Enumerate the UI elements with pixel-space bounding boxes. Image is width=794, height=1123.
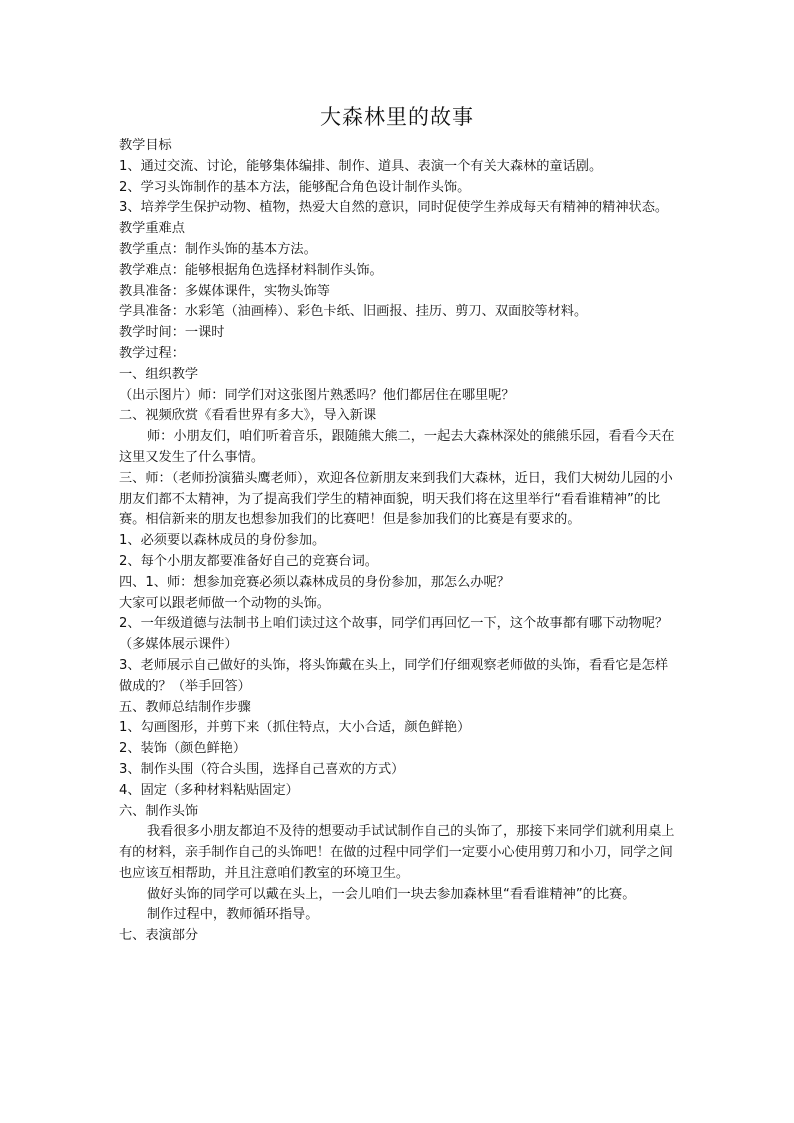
objective-1: 1、通过交流、讨论，能够集体编排、制作、道具、表演一个有关大森林的童话剧。 xyxy=(119,158,603,174)
teaching-aids: 教具准备：多媒体课件，实物头饰等 xyxy=(119,283,330,299)
step-paragraph: 大家可以跟老师做一个动物的头饰。 xyxy=(119,595,330,611)
list-item: 4、固定（多种材料粘贴固定） xyxy=(119,782,299,798)
step-heading: 四、1、师：想参加竞赛必须以森林成员的身份参加，那怎么办呢？ xyxy=(119,574,510,590)
list-item: 1、勾画图形，并剪下来（抓住特点，大小合适，颜色鲜艳） xyxy=(119,720,471,736)
key-point: 教学重点：制作头饰的基本方法。 xyxy=(119,241,317,257)
step-paragraph: 师：小朋友们，咱们听着音乐，跟随熊大熊二，一起去大森林深处的熊熊乐园，看看今天在这里又发生了什么事情。 xyxy=(119,429,675,465)
objective-2: 2、学习头饰制作的基本方法，能够配合角色设计制作头饰。 xyxy=(119,179,471,195)
student-materials: 学具准备：水彩笔（油画棒）、彩色卡纸、旧画报、挂历、剪刀、双面胶等材料。 xyxy=(119,304,588,320)
list-item: 3、制作头围（符合头围，选择自己喜欢的方式） xyxy=(119,761,405,777)
step-paragraph: 做好头饰的同学可以戴在头上，一会儿咱们一块去参加森林里“看看谁精神”的比赛。 xyxy=(147,886,636,902)
list-item: 2、装饰（颜色鲜艳） xyxy=(119,741,247,757)
document-title: 大森林里的故事 xyxy=(320,105,474,129)
section-heading: 教学过程： xyxy=(119,345,185,361)
list-item: 1、必须要以森林成员的身份参加。 xyxy=(119,533,326,549)
step-paragraph: 三、师：（老师扮演猫头鹰老师），欢迎各位新朋友来到我们大森林，近日，我们大树幼儿园的小朋友们都不太精神，为了提高我们学生的精神面貌，明天我们将在这里举行“看看谁精神”的比赛。相信新来的朋友也想参加我们的比赛吧！但是参加我们的比赛是有要求的。 xyxy=(119,470,673,528)
section-heading: 教学目标 xyxy=(119,138,172,153)
list-item: 3、老师展示自己做好的头饰，将头饰戴在头上，同学们仔细观察老师做的头饰，看看它是怎样做成的？（举手回答） xyxy=(119,657,669,694)
section-heading: 教学重难点 xyxy=(119,221,185,237)
teaching-time: 教学时间：一课时 xyxy=(119,325,225,341)
step-heading: 一、组织教学 xyxy=(119,366,199,382)
step-paragraph: 制作过程中，教师循环指导。 xyxy=(147,907,319,923)
step-heading: 六、制作头饰 xyxy=(119,803,199,819)
difficult-point: 教学难点：能够根据角色选择材料制作头饰。 xyxy=(119,262,383,278)
step-heading: 七、表演部分 xyxy=(119,928,199,944)
step-paragraph: （出示图片）师：同学们对这张图片熟悉吗？他们都居住在哪里呢？ xyxy=(119,387,515,403)
objective-3: 3、培养学生保护动物、植物，热爱大自然的意识，同时促使学生养成每天有精神的精神状态。 xyxy=(119,200,669,216)
step-heading: 二、视频欣赏《看看世界有多大》，导入新课 xyxy=(119,408,377,424)
list-item: 2、每个小朋友都要准备好自己的竞赛台词。 xyxy=(119,553,378,569)
step-paragraph: 我看很多小朋友都迫不及待的想要动手试试制作自己的头饰了，那接下来同学们就利用桌上有的材料，亲手制作自己的头饰吧！在做的过程中同学们一定要小心使用剪刀和小刀，同学之间也应该互相帮助，并且注意咱们教室的环境卫生。 xyxy=(119,824,675,881)
step-heading: 五、教师总结制作步骤 xyxy=(119,699,251,715)
list-item: 2、一年级道德与法制书上咱们读过这个故事，同学们再回忆一下，这个故事都有哪下动物呢？（多媒体展示课件） xyxy=(119,616,669,653)
document-body xyxy=(119,136,679,947)
